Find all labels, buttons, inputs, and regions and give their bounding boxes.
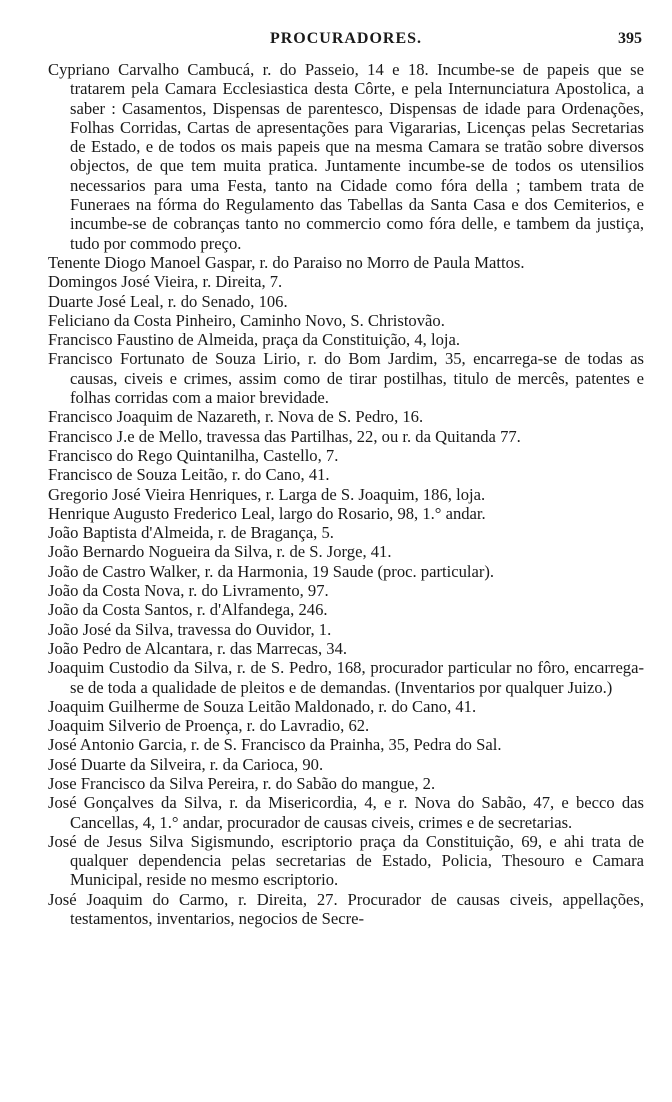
- list-entry: Francisco do Rego Quintanilha, Castello, 7.: [48, 445, 339, 465]
- list-entry: João Bernardo Nogueira da Silva, r. de S. Jorge, 41.: [48, 542, 392, 562]
- list-entry: Joaquim Custodio da Silva, r. de S. Pedro, 168, procurador particular no fôro, encarrega-se de toda a qualidade de pleitos e de demandas. (Inventarios por qualquer Juizo.): [48, 658, 644, 697]
- list-entry: João de Castro Walker, r. da Harmonia, 19 Saude (proc. particular).: [48, 561, 495, 581]
- procuradores-list: [48, 60, 644, 928]
- list-entry: Francisco Fortunato de Souza Lirio, r. do Bom Jardim, 35, encarrega-se de todas as causas, civeis e crimes, assim como de tirar postilhas, titulo de mercês, patentes e folhas corridas com a maior brevidade.: [48, 349, 644, 408]
- list-entry: Domingos José Vieira, r. Direita, 7.: [48, 272, 283, 292]
- list-entry: Gregorio José Vieira Henriques, r. Larga de S. Joaquim, 186, loja.: [48, 484, 486, 504]
- list-entry: Jose Francisco da Silva Pereira, r. do Sabão do mangue, 2.: [48, 773, 436, 793]
- list-entry: Francisco Faustino de Almeida, praça da Constituição, 4, loja.: [48, 330, 460, 350]
- list-entry: Duarte José Leal, r. do Senado, 106.: [48, 291, 288, 311]
- list-entry: João da Costa Nova, r. do Livramento, 97.: [48, 581, 329, 601]
- list-entry: Joaquim Guilherme de Souza Leitão Maldonado, r. do Cano, 41.: [48, 696, 477, 716]
- list-entry: Francisco Joaquim de Nazareth, r. Nova de S. Pedro, 16.: [48, 407, 424, 427]
- list-entry: Francisco J.e de Mello, travessa das Partilhas, 22, ou r. da Quitanda 77.: [48, 426, 521, 446]
- list-entry: José de Jesus Silva Sigismundo, escriptorio praça da Constituição, 69, e ahi trata de qualquer dependencia pelas secretarias de Estado, Policia, Thesouro e Camara Municipal, reside no mesmo escriptorio.: [48, 831, 644, 890]
- list-entry: João da Costa Santos, r. d'Alfandega, 246.: [48, 600, 328, 620]
- page-title: PROCURADORES.: [269, 30, 423, 47]
- list-entry: Feliciano da Costa Pinheiro, Caminho Novo, S. Christovão.: [48, 310, 445, 330]
- list-entry: José Gonçalves da Silva, r. da Misericordia, 4, e r. Nova do Sabão, 47, e becco das Cancellas, 4, 1.° andar, procurador de causas civeis, crimes e de secretarias.: [48, 793, 644, 832]
- list-entry: João Pedro de Alcantara, r. das Marrecas, 34.: [48, 638, 348, 658]
- list-entry: Henrique Augusto Frederico Leal, largo do Rosario, 98, 1.° andar.: [48, 503, 486, 523]
- list-entry: José Duarte da Silveira, r. da Carioca, 90.: [48, 754, 324, 774]
- list-entry: José Joaquim do Carmo, r. Direita, 27. Procurador de causas civeis, appellações, testamentos, inventarios, negocios de Secre-: [48, 889, 644, 929]
- list-entry: Joaquim Silverio de Proença, r. do Lavradio, 62.: [48, 716, 370, 736]
- list-entry: Cypriano Carvalho Cambucá, r. do Passeio, 14 e 18. Incumbe-se de papeis que se tratarem pela Camara Ecclesiastica desta Côrte, e pela Internunciatura Apostolica, a saber : Casamentos, Dispensas de parentesco, Dispensas de idade para Ordenações, Folhas Corridas, Cartas de apresentações para Vigararias, Licenças pelas Secretarias de Estado, e de todos os mais papeis que na mesma Camara se tratão sobre diversos objectos, de que tem muita pratica. Juntamente incumbe-se de todos os utensilios necessarios para uma Festa, tanto na Cidade como fóra della ; tambem trata de Funeraes na fórma do Regulamento das Tabellas da Santa Casa e dos Cemiterios, e incumbe-se de cobranças tanto no commercio como fóra delle, e tambem da justiça, tudo por commodo preço.: [48, 60, 644, 253]
- list-entry: João José da Silva, travessa do Ouvidor, 1.: [48, 619, 332, 639]
- page-number: 395: [618, 30, 642, 47]
- list-entry: João Baptista d'Almeida, r. de Bragança, 5.: [48, 523, 334, 543]
- list-entry: Francisco de Souza Leitão, r. do Cano, 41.: [48, 465, 330, 485]
- page-header: [48, 30, 644, 60]
- list-entry: Tenente Diogo Manoel Gaspar, r. do Paraiso no Morro de Paula Mattos.: [48, 252, 525, 272]
- list-entry: José Antonio Garcia, r. de S. Francisco da Prainha, 35, Pedra do Sal.: [48, 735, 502, 755]
